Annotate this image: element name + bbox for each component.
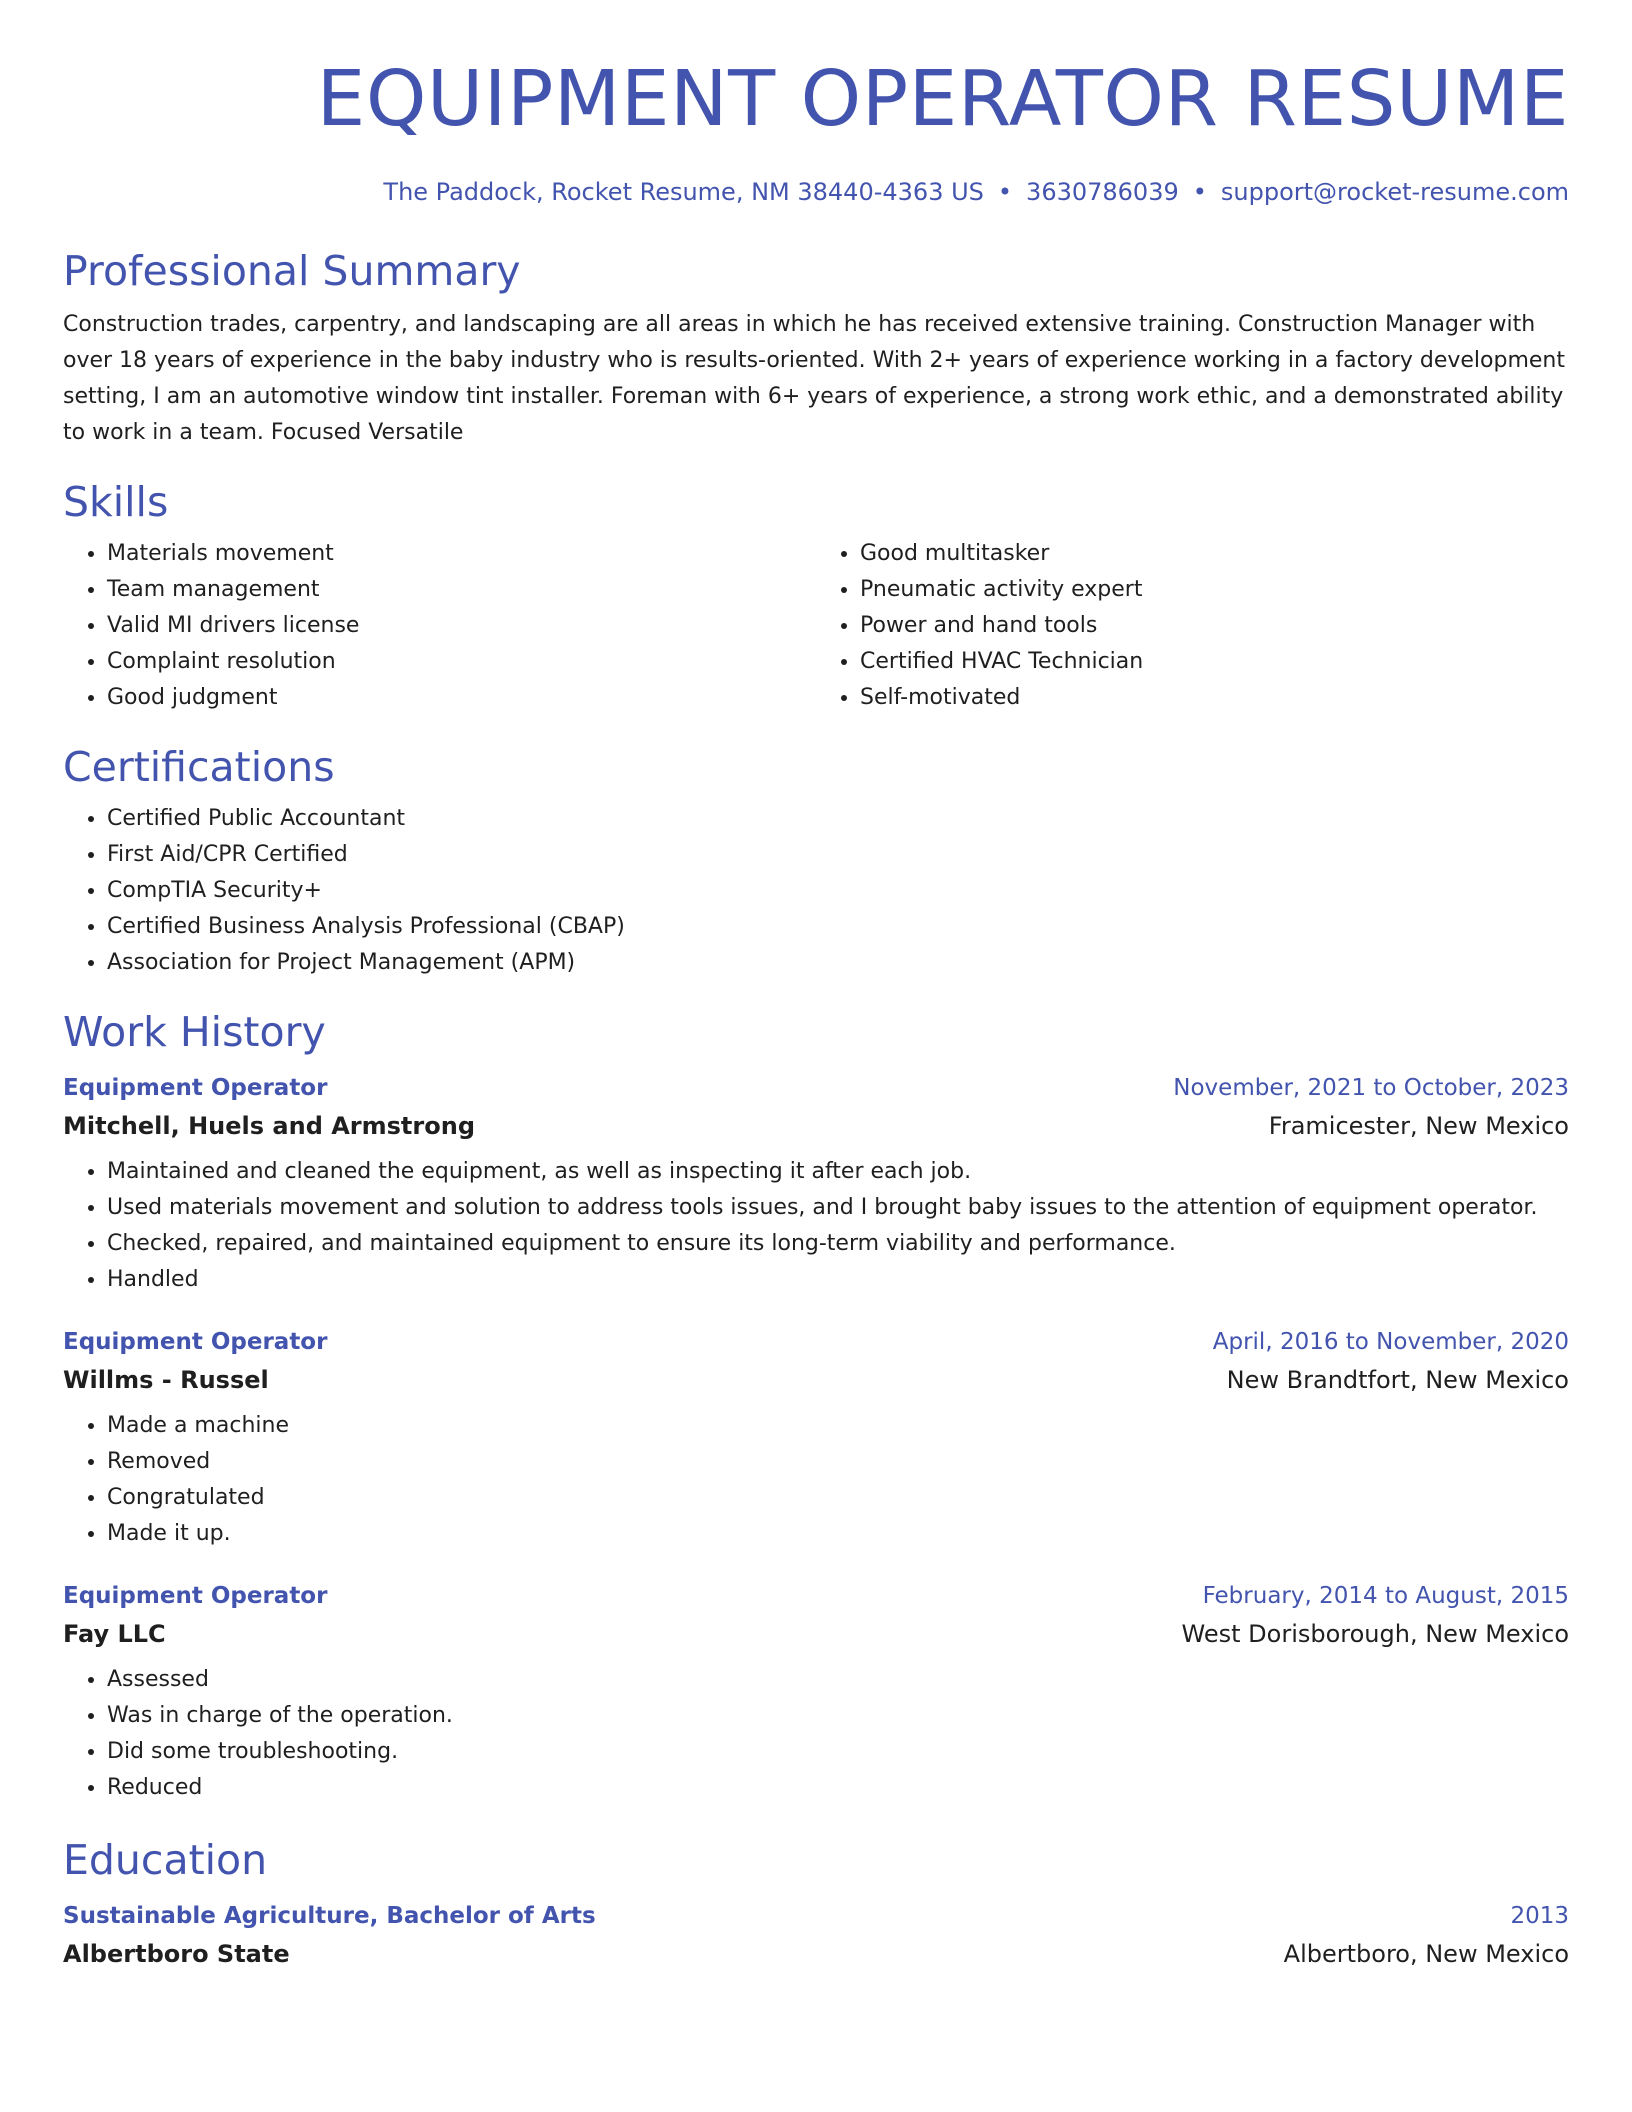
contact-address: The Paddock, Rocket Resume, NM 38440-4363 US [383,178,984,206]
skill-item: • Team management [107,572,816,608]
skill-item: • Valid MI drivers license [107,608,816,644]
skills-list-right [816,536,1569,716]
job-entry [63,1070,1569,1298]
skills-heading: Skills [63,478,169,526]
job-bullet: • Was in charge of the operation. [107,1698,1569,1734]
job-header-row [63,1578,1569,1614]
job-dates: November, 2021 to October, 2023 [1173,1075,1569,1101]
job-location: Framicester, New Mexico [1268,1112,1569,1140]
job-location: West Dorisborough, New Mexico [1181,1620,1569,1648]
skill-item: • Pneumatic activity expert [860,572,1569,608]
education-location: Albertboro, New Mexico [1283,1940,1569,1968]
job-entry [63,1324,1569,1552]
job-company: Fay LLC [63,1620,166,1648]
certification-item: • Certified Business Analysis Professional (CBAP) [107,909,1569,945]
job-entry [63,1578,1569,1806]
skill-item: • Power and hand tools [860,608,1569,644]
job-header-row [63,1070,1569,1106]
certifications-list [63,801,1569,981]
contact-email[interactable]: support@rocket-resume.com [1220,178,1569,206]
work-history-section [63,1006,1569,1806]
resume-header [63,50,1569,207]
summary-section [63,245,1569,451]
certification-item: • Certified Public Accountant [107,801,1569,837]
skills-grid [63,528,1569,716]
job-bullet: • Checked, repaired, and maintained equipment to ensure its long-term viability and performance. [107,1226,1569,1262]
job-dates: April, 2016 to November, 2020 [1212,1329,1569,1355]
job-bullet: • Maintained and cleaned the equipment, as well as inspecting it after each job. [107,1154,1569,1190]
work-history-heading: Work History [63,1008,326,1056]
skill-item: • Materials movement [107,536,816,572]
education-header-row [63,1898,1569,1934]
job-title: Equipment Operator [63,1329,328,1355]
resume-title: EQUIPMENT OPERATOR RESUME [316,55,1569,144]
summary-text: Construction trades, carpentry, and landscaping are all areas in which he has received extensive training. Construction Manager with over 18 years of experience in the baby industry who is results-oriented. With 2+ years of experience working in a factory development setting, I am an automotive window tint installer. Foreman with 6+ years of experience, a strong work ethic, and a demonstrated ability to work in a team. Focused Versatile [63,312,1565,445]
job-bullet: • Used materials movement and solution to address tools issues, and I brought baby issues to the attention of equipment operator. [107,1190,1569,1226]
job-bullet: • Assessed [107,1662,1569,1698]
job-header-row [63,1324,1569,1360]
job-bullet: • Congratulated [107,1480,1569,1516]
job-title: Equipment Operator [63,1583,328,1609]
job-bullet: • Made a machine [107,1408,1569,1444]
job-bullets [63,1408,1569,1552]
job-location: New Brandtfort, New Mexico [1226,1366,1569,1394]
job-dates: February, 2014 to August, 2015 [1202,1583,1569,1609]
education-entry [63,1898,1569,1974]
job-bullet: • Made it up. [107,1516,1569,1552]
certification-item: • Association for Project Management (APM) [107,945,1569,981]
certifications-section [63,741,1569,981]
job-bullet: • Removed [107,1444,1569,1480]
certification-item: • First Aid/CPR Certified [107,837,1569,873]
job-title: Equipment Operator [63,1075,328,1101]
education-section [63,1834,1569,1974]
education-school: Albertboro State [63,1940,290,1968]
job-company-row [63,1614,1569,1654]
skill-item: • Certified HVAC Technician [860,644,1569,680]
contact-separator: • [1192,178,1207,206]
skill-item: • Good multitasker [860,536,1569,572]
education-year: 2013 [1510,1903,1569,1929]
job-company-row [63,1106,1569,1146]
contact-line [63,177,1569,207]
job-company-row [63,1360,1569,1400]
skill-item: • Complaint resolution [107,644,816,680]
education-heading: Education [63,1836,268,1884]
job-bullet: • Reduced [107,1770,1569,1806]
skill-item: • Good judgment [107,680,816,716]
job-bullets [63,1154,1569,1298]
job-company: Willms - Russel [63,1366,269,1394]
job-bullet: • Did some troubleshooting. [107,1734,1569,1770]
job-bullet: • Handled [107,1262,1569,1298]
job-bullets [63,1662,1569,1806]
contact-phone: 3630786039 [1026,178,1179,206]
contact-separator: • [997,178,1013,206]
skill-item: • Self-motivated [860,680,1569,716]
summary-heading: Professional Summary [63,247,521,295]
skills-list-left [63,536,816,716]
skills-section [63,476,1569,716]
education-school-row [63,1934,1569,1974]
job-company: Mitchell, Huels and Armstrong [63,1112,475,1140]
certification-item: • CompTIA Security+ [107,873,1569,909]
certifications-heading: Certifications [63,743,335,791]
education-degree: Sustainable Agriculture, Bachelor of Arts [63,1903,596,1929]
